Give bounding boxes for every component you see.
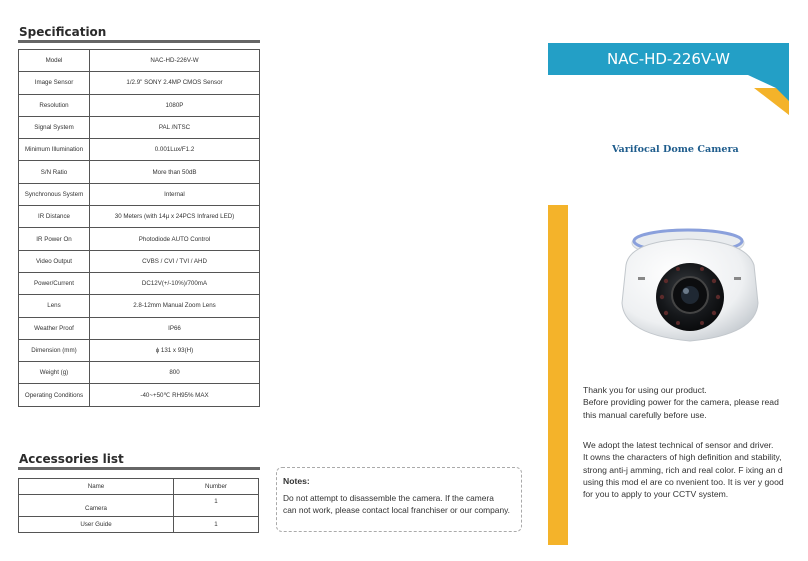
- description-line: for you to apply to your CCTV system.: [583, 489, 729, 500]
- banner-corner-ribbon: [748, 75, 789, 115]
- spec-value: IP66: [90, 317, 260, 339]
- accessories-header-number: Number: [174, 479, 259, 495]
- dome-camera-image: [616, 225, 764, 347]
- spec-label: Resolution: [19, 94, 90, 116]
- table-row: [19, 517, 259, 533]
- spec-label: Signal System: [19, 116, 90, 138]
- spec-row: [19, 161, 260, 183]
- spec-label: Power/Current: [19, 272, 90, 294]
- spec-row: [19, 72, 260, 94]
- description-line: using this mod el are co nvenient too. It is ver y good: [583, 476, 784, 487]
- spec-row: [19, 384, 260, 406]
- spec-row: [19, 139, 260, 161]
- spec-title: Specification: [19, 25, 107, 39]
- thanks-text: [583, 384, 788, 421]
- spec-row: [19, 317, 260, 339]
- description-line: It owns the characters of high definition and stability,: [583, 452, 782, 463]
- spec-label: Lens: [19, 295, 90, 317]
- spec-row: [19, 206, 260, 228]
- spec-row: [19, 50, 260, 72]
- thanks-line: Before providing power for the camera, please read: [583, 397, 779, 408]
- thanks-line: this manual carefully before use.: [583, 409, 707, 420]
- notes-box: [276, 467, 522, 532]
- spec-label: Image Sensor: [19, 72, 90, 94]
- notes-line: can not work, please contact local franchiser or our company.: [283, 505, 511, 515]
- description-text: [583, 439, 788, 500]
- product-subtitle: Varifocal Dome Camera: [612, 144, 739, 155]
- accessory-number: 1: [174, 517, 259, 533]
- spec-label: Synchronous System: [19, 183, 90, 205]
- table-row: [19, 494, 259, 517]
- spec-title-underline: [18, 40, 260, 43]
- spec-table: [18, 49, 260, 407]
- spec-value: Photodiode AUTO Control: [90, 228, 260, 250]
- accessories-header-name: Name: [19, 479, 174, 495]
- accessories-title-underline: [18, 467, 260, 470]
- notes-body: [283, 492, 519, 516]
- spec-row: [19, 116, 260, 138]
- spec-value: 800: [90, 362, 260, 384]
- model-banner: NAC-HD-226V-W: [548, 43, 789, 75]
- description-line: We adopt the latest technical of sensor and driver.: [583, 440, 774, 450]
- accessory-name: User Guide: [19, 517, 174, 533]
- spec-value: PAL /NTSC: [90, 116, 260, 138]
- spec-row: [19, 272, 260, 294]
- notes-line: Do not attempt to disassemble the camera. If the camera: [283, 493, 494, 503]
- notes-title: Notes:: [283, 476, 310, 486]
- spec-value: ɸ 131 x 93(H): [90, 339, 260, 361]
- thanks-line: Thank you for using our product.: [583, 385, 707, 395]
- spec-label: Minimum Illumination: [19, 139, 90, 161]
- spec-value: 0.001Lux/F1.2: [90, 139, 260, 161]
- spec-label: Video Output: [19, 250, 90, 272]
- spec-label: Weight (g): [19, 362, 90, 384]
- accessories-header-row: [19, 479, 259, 495]
- spec-value: 1080P: [90, 94, 260, 116]
- spec-row: [19, 295, 260, 317]
- spec-value: 1/2.9" SONY 2.4MP CMOS Sensor: [90, 72, 260, 94]
- accent-bar: [548, 205, 568, 545]
- spec-label: Operating Conditions: [19, 384, 90, 406]
- spec-label: Model: [19, 50, 90, 72]
- description-line: strong anti-j amming, rich and real color. F ixing an d: [583, 464, 783, 475]
- spec-value: DC12V(+/-10%)/700mA: [90, 272, 260, 294]
- spec-label: Dimension (mm): [19, 339, 90, 361]
- spec-value: Internal: [90, 183, 260, 205]
- spec-value: 30 Meters (with 14µ x 24PCS Infrared LED): [90, 206, 260, 228]
- spec-value: 2.8-12mm Manual Zoom Lens: [90, 295, 260, 317]
- accessory-number: 1: [174, 494, 259, 517]
- accessories-table: [18, 478, 259, 533]
- spec-label: S/N Ratio: [19, 161, 90, 183]
- spec-label: IR Power On: [19, 228, 90, 250]
- spec-value: -40~+50℃ RH95% MAX: [90, 384, 260, 406]
- spec-row: [19, 228, 260, 250]
- spec-row: [19, 94, 260, 116]
- spec-row: [19, 362, 260, 384]
- accessory-name: Camera: [19, 494, 174, 517]
- spec-row: [19, 250, 260, 272]
- spec-label: IR Distance: [19, 206, 90, 228]
- spec-value: NAC-HD-226V-W: [90, 50, 260, 72]
- spec-row: [19, 183, 260, 205]
- spec-label: Weather Proof: [19, 317, 90, 339]
- spec-value: More than 50dB: [90, 161, 260, 183]
- accessories-title: Accessories list: [19, 452, 124, 466]
- spec-row: [19, 339, 260, 361]
- spec-value: CVBS / CVI / TVI / AHD: [90, 250, 260, 272]
